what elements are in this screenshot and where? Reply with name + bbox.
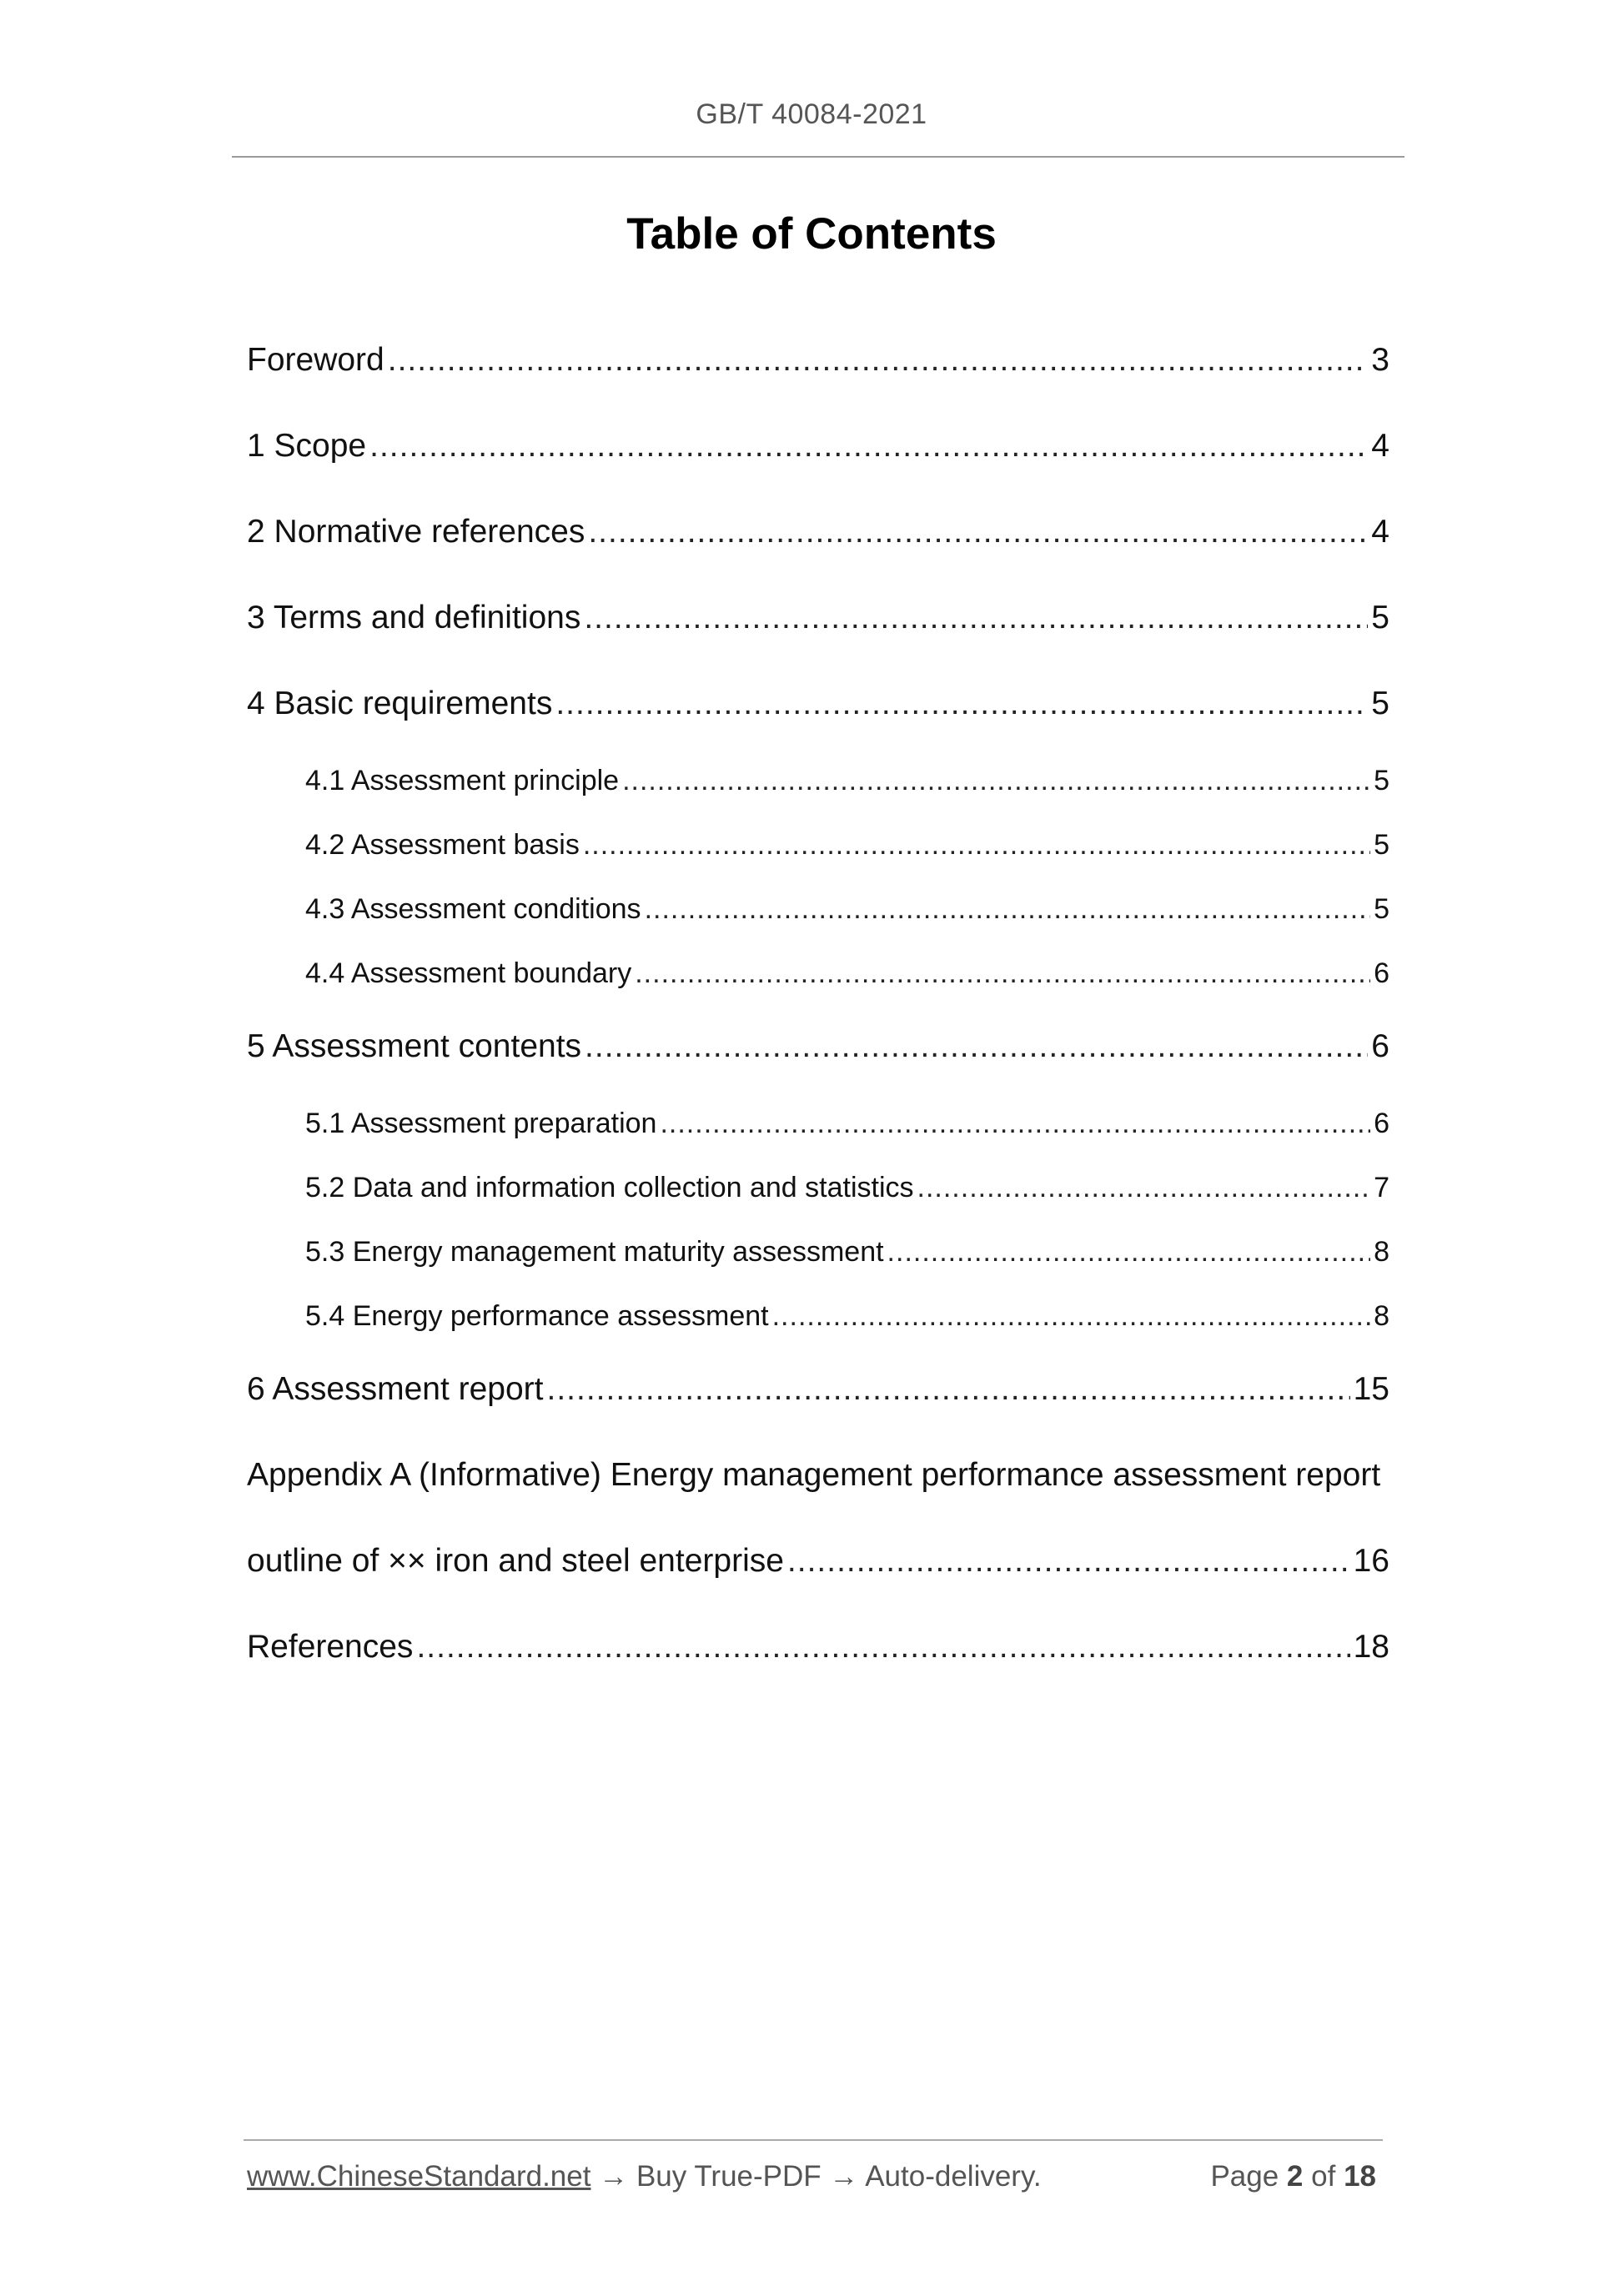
- toc-entry-label: Foreword: [247, 342, 384, 378]
- footer-promo: [247, 2160, 1042, 2193]
- toc-page-number: 3: [1371, 342, 1389, 378]
- toc-page-number: 6: [1371, 1028, 1389, 1064]
- toc-entry-basic-requirements[interactable]: [247, 686, 1389, 722]
- toc-entry-assessment-report[interactable]: [247, 1371, 1389, 1408]
- dot-leader: [917, 1172, 1371, 1204]
- toc-entry-4-3[interactable]: [305, 893, 1389, 926]
- dot-leader: [622, 765, 1370, 797]
- toc-page-number: 18: [1353, 1629, 1389, 1665]
- toc-entry-5-1[interactable]: [305, 1108, 1389, 1140]
- toc-entry-appendix-a[interactable]: [247, 1543, 1389, 1580]
- current-page-number: 2: [1286, 2160, 1304, 2193]
- toc-entry-4-4[interactable]: [305, 957, 1389, 990]
- footer-divider: [244, 2139, 1383, 2141]
- dot-leader: [388, 342, 1369, 379]
- toc-entry-5-4[interactable]: [305, 1300, 1389, 1333]
- buy-true-pdf-text: Buy True-PDF: [636, 2160, 822, 2193]
- toc-page-number: 8: [1374, 1300, 1389, 1332]
- page-label: Page: [1210, 2160, 1279, 2193]
- toc-entry-references[interactable]: [247, 1629, 1389, 1665]
- toc-page-number: 7: [1374, 1172, 1389, 1203]
- toc-entry-foreword[interactable]: [247, 342, 1389, 379]
- dot-leader: [660, 1108, 1370, 1140]
- toc-entry-label: 1 Scope: [247, 428, 367, 464]
- dot-leader: [583, 829, 1370, 862]
- website-link[interactable]: www.ChineseStandard.net: [247, 2160, 591, 2193]
- toc-entry-4-2[interactable]: [305, 829, 1389, 862]
- dot-leader: [555, 686, 1368, 722]
- toc-page-number: 8: [1374, 1236, 1389, 1268]
- dot-leader: [787, 1543, 1350, 1580]
- dot-leader: [547, 1371, 1350, 1408]
- toc-entry-label: 4.2 Assessment basis: [305, 829, 580, 861]
- document-header: GB/T 40084-2021: [696, 98, 927, 130]
- toc-page-number: 15: [1353, 1371, 1389, 1407]
- toc-entry-label: 5 Assessment contents: [247, 1028, 582, 1064]
- toc-entry-label: outline of ×× iron and steel enterprise: [247, 1543, 784, 1579]
- dot-leader: [416, 1629, 1349, 1665]
- toc-entry-appendix-a-line1[interactable]: Appendix A (Informative) Energy management performance assessment report: [247, 1457, 1381, 1493]
- toc-entry-label: 5.2 Data and information collection and statistics: [305, 1172, 914, 1203]
- toc-entry-4-1[interactable]: [305, 765, 1389, 797]
- toc-page-number: 16: [1353, 1543, 1389, 1579]
- header-divider: [232, 156, 1404, 158]
- dot-leader: [645, 893, 1371, 926]
- toc-entry-label: 3 Terms and definitions: [247, 600, 581, 636]
- dot-leader: [772, 1300, 1370, 1333]
- toc-page-number: 5: [1374, 893, 1389, 925]
- page-indicator: [1210, 2160, 1376, 2193]
- dot-leader: [584, 600, 1368, 636]
- toc-page-number: 5: [1374, 829, 1389, 861]
- toc-page-number: 6: [1374, 1108, 1389, 1139]
- toc-entry-5-2[interactable]: [305, 1172, 1389, 1204]
- dot-leader: [887, 1236, 1371, 1269]
- toc-page-number: 6: [1374, 957, 1389, 989]
- toc-page-number: 4: [1371, 428, 1389, 464]
- toc-entry-label: 5.4 Energy performance assessment: [305, 1300, 769, 1332]
- total-page-number: 18: [1344, 2160, 1376, 2193]
- page-title: Table of Contents: [626, 209, 997, 259]
- toc-entry-normative-references[interactable]: [247, 514, 1389, 550]
- toc-page-number: 5: [1371, 600, 1389, 636]
- toc-entry-label: 5.1 Assessment preparation: [305, 1108, 657, 1139]
- toc-page-number: 5: [1374, 765, 1389, 796]
- of-label: of: [1311, 2160, 1336, 2193]
- toc-page-number: 4: [1371, 514, 1389, 550]
- toc-entry-label: 4.4 Assessment boundary: [305, 957, 632, 989]
- toc-entry-assessment-contents[interactable]: [247, 1028, 1389, 1065]
- toc-entry-label: 4.1 Assessment principle: [305, 765, 620, 796]
- dot-leader: [369, 428, 1368, 465]
- auto-delivery-text: Auto-delivery.: [865, 2160, 1042, 2193]
- toc-entry-label: 5.3 Energy management maturity assessment: [305, 1236, 884, 1268]
- toc-entry-scope[interactable]: [247, 428, 1389, 465]
- toc-page-number: 5: [1371, 686, 1389, 721]
- toc-entry-label: 4 Basic requirements: [247, 686, 553, 721]
- dot-leader: [585, 1028, 1368, 1065]
- toc-entry-label: 4.3 Assessment conditions: [305, 893, 641, 925]
- dot-leader: [635, 957, 1370, 990]
- toc-entry-label: 2 Normative references: [247, 514, 585, 550]
- arrow-right-icon: →: [599, 2160, 629, 2193]
- dot-leader: [588, 514, 1368, 550]
- toc-entry-label: References: [247, 1629, 414, 1665]
- toc-entry-label: 6 Assessment report: [247, 1371, 544, 1407]
- toc-entry-terms-definitions[interactable]: [247, 600, 1389, 636]
- arrow-right-icon: →: [829, 2160, 859, 2193]
- toc-entry-5-3[interactable]: [305, 1236, 1389, 1269]
